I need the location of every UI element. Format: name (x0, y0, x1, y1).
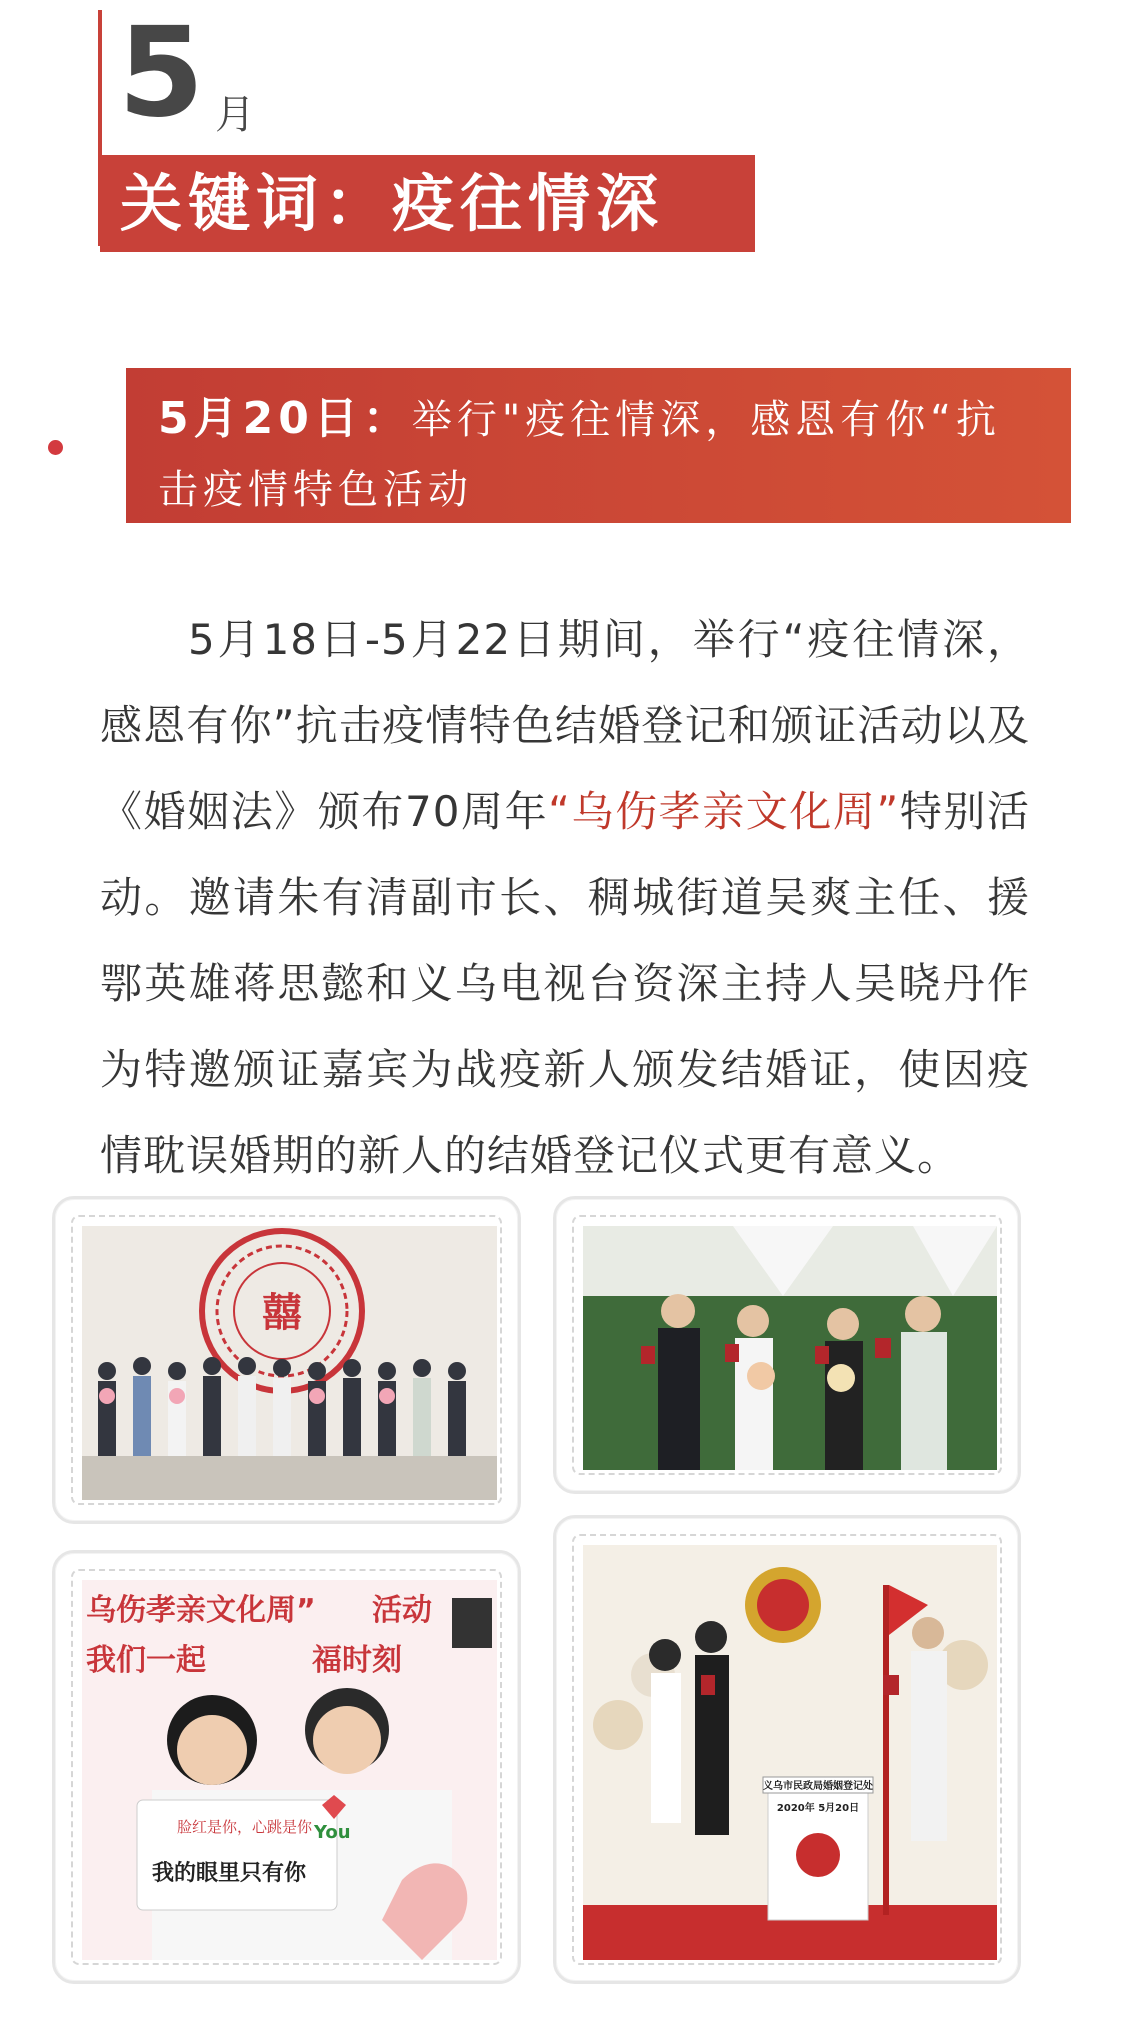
sign-main-text: 我的眼里只有你 (152, 1861, 307, 1886)
body-text-part2: 特别活动。邀请朱有清副市长、稠城街道吴爽主任、援鄂英雄蒋思懿和义乌电视台资深主持人吴晓丹作为特邀颁证嘉宾为战疫新人颁发结婚证，使因疫情耽误婚期的新人的结婚登记仪式更有意义。 (100, 787, 1030, 1180)
double-happiness-character: 囍 (262, 1290, 302, 1336)
couples-photo-image (583, 1226, 997, 1470)
photo-inner-frame (572, 1215, 1002, 1475)
photo-couples-certificates (553, 1196, 1021, 1494)
event-date: 5月20日： (158, 393, 412, 444)
keyword-banner: 关键词：疫往情深 (100, 155, 755, 252)
photo-banner-line1: 乌伤孝亲文化周” (86, 1593, 316, 1628)
photo-banner-line3: 我们一起 (86, 1643, 206, 1678)
article-body (100, 597, 1030, 1199)
photo-couple-sign (52, 1550, 521, 1984)
photo-banner-line4: 福时刻 (312, 1643, 402, 1678)
photo-podium-ceremony (553, 1515, 1021, 1984)
event-title: 举行"疫往情深，感恩有你“抗击疫情特色活动 (158, 397, 1001, 513)
couple-sign-image (82, 1580, 497, 1960)
month-unit: 月 (215, 92, 255, 138)
podium-logo-icon (796, 1833, 840, 1877)
sign-small-text: 脸红是你，心跳是你 (177, 1818, 313, 1836)
sign-you-text: You (314, 1822, 351, 1843)
podium-line1: 义乌市民政局婚姻登记处 (763, 1781, 873, 1792)
group-photo-image (82, 1226, 497, 1500)
highlight-text: “乌伤孝亲文化周” (548, 787, 900, 836)
body-text-part1: 5月18日-5月22日期间，举行“疫往情深，感恩有你”抗击疫情特色结婚登记和颁证活动以及《婚姻法》颁布70周年 (100, 615, 1030, 836)
photo-inner-frame (71, 1215, 502, 1505)
photo-inner-frame (572, 1534, 1002, 1965)
photo-inner-frame (71, 1569, 502, 1965)
podium-photo-image (583, 1545, 997, 1960)
podium-line2: 2020年 5月20日 (776, 1803, 860, 1814)
qr-code-icon (452, 1598, 492, 1648)
photo-banner-line2: 活动 (372, 1593, 432, 1628)
photo-group-ceremony (52, 1196, 521, 1524)
timeline-dot (48, 440, 63, 455)
event-banner (126, 368, 1071, 523)
month-number: 5 (118, 1, 203, 145)
